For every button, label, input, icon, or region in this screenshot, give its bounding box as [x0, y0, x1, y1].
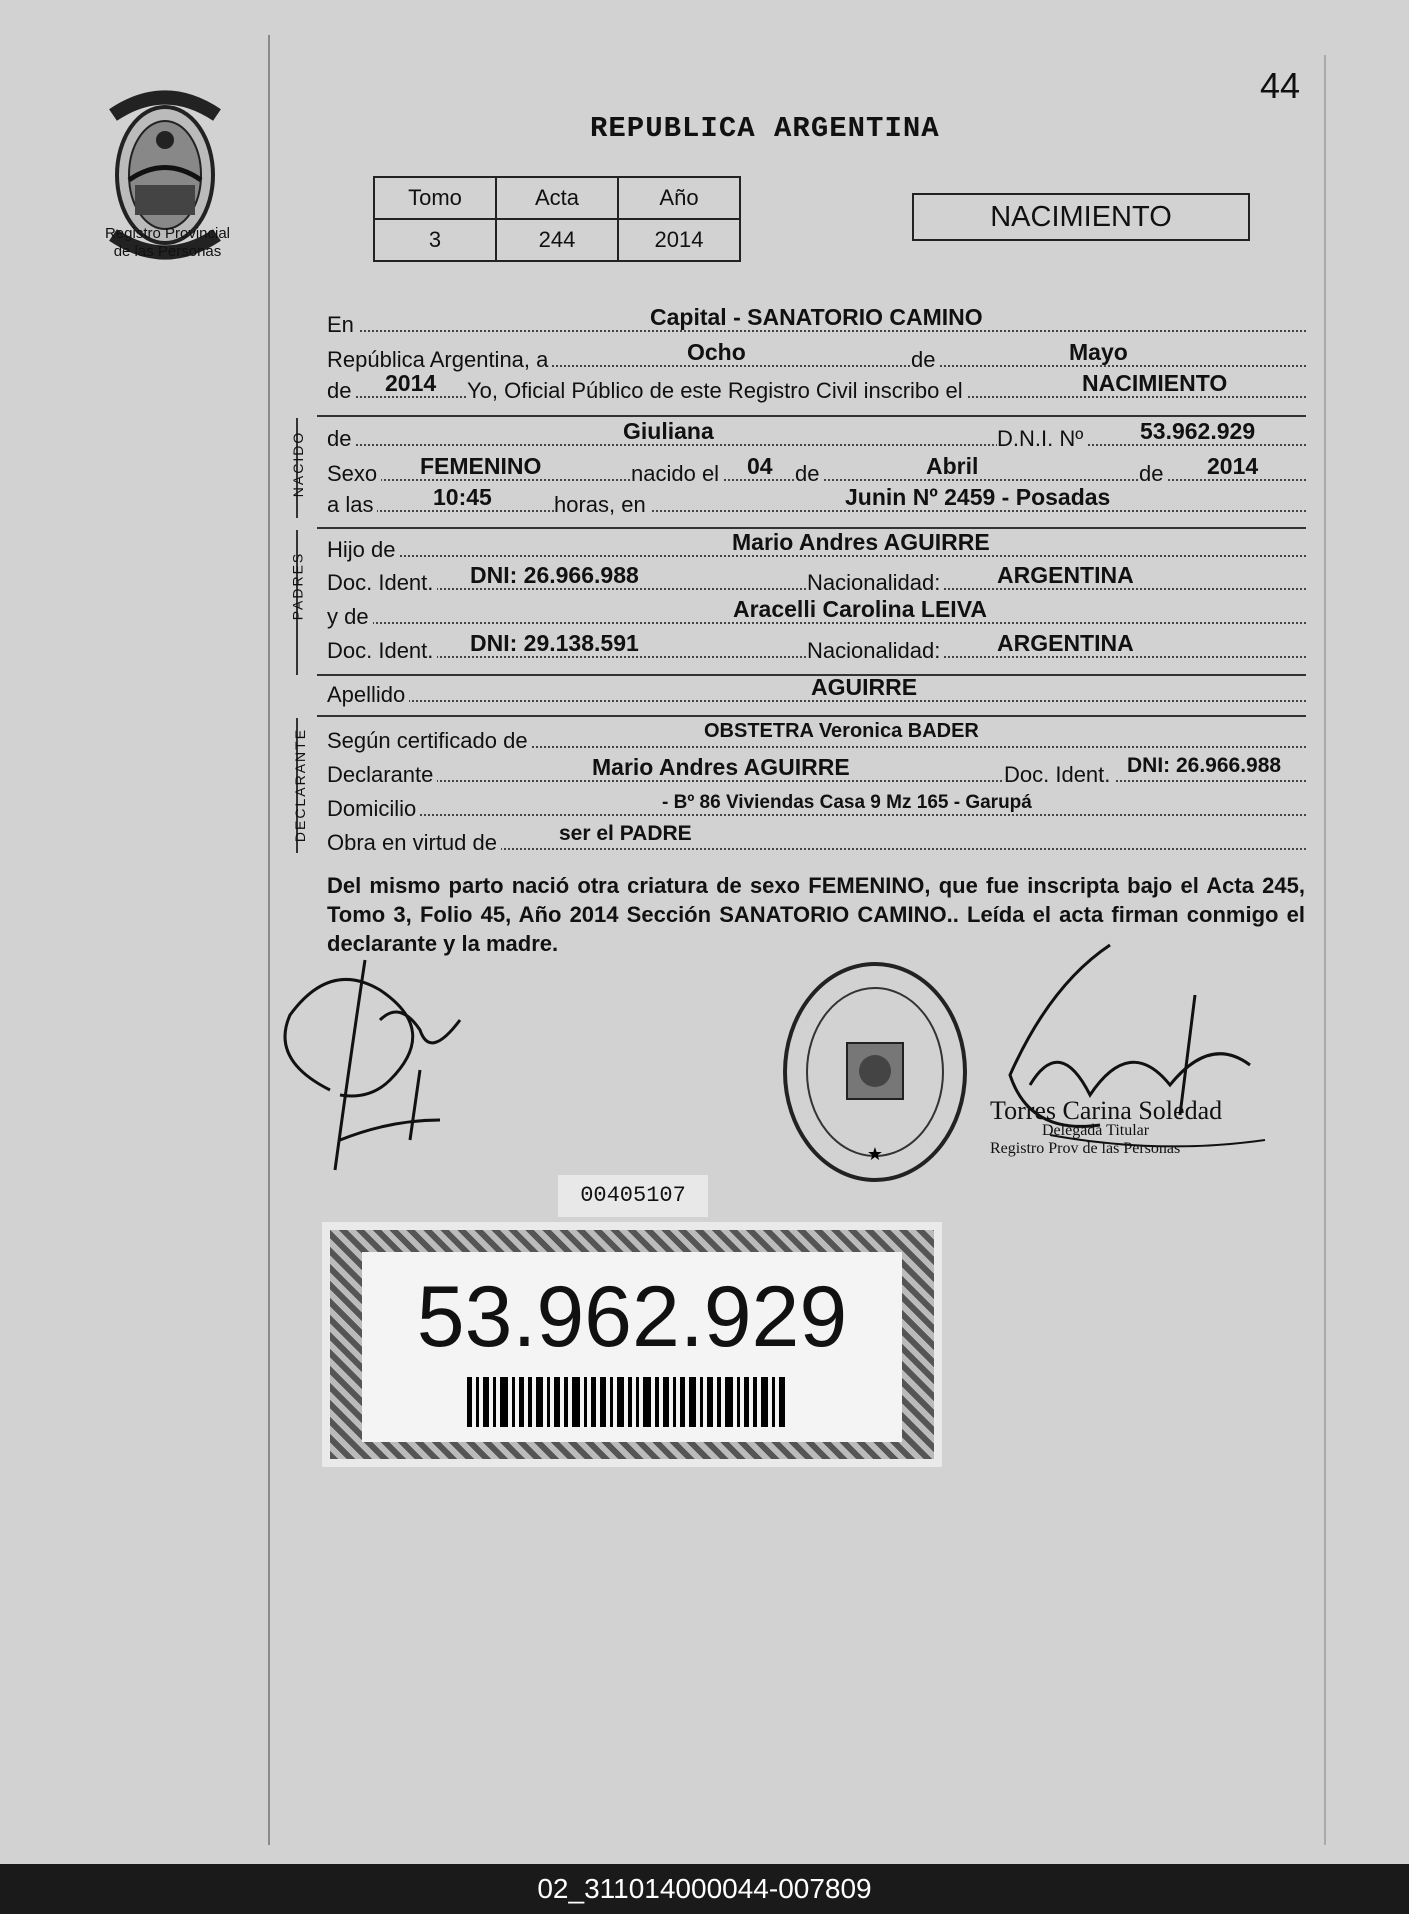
value-apellido: AGUIRRE — [811, 674, 918, 700]
registrar-name: Torres Carina Soledad — [990, 1096, 1223, 1125]
value-madre-nac: ARGENTINA — [997, 630, 1134, 656]
label-y-de: y de — [327, 604, 373, 630]
value-sexo: FEMENINO — [420, 453, 542, 479]
declarant-signature — [270, 940, 500, 1180]
label-de-anio: de — [1139, 461, 1167, 487]
value-padre-nac: ARGENTINA — [997, 562, 1134, 588]
value-nac-dia: 04 — [747, 453, 773, 479]
row-hora — [327, 486, 1306, 516]
value-dia: Ocho — [687, 339, 746, 365]
registry-label — [80, 225, 255, 261]
value-anio: 2014 — [385, 370, 437, 396]
separator — [317, 415, 1306, 417]
label-de: de — [911, 347, 939, 373]
registry-line1: Registro Provincial — [104, 225, 231, 242]
row-certificado — [327, 722, 1306, 752]
label-de2: de — [327, 378, 355, 404]
label-de-nombre: de — [327, 426, 355, 452]
row-apellido — [327, 676, 1306, 706]
row-madre — [327, 598, 1306, 628]
label-yo: Yo, Oficial Público de este Registro Civil inscribo el — [467, 378, 967, 404]
serial-label: 00405107 — [558, 1175, 708, 1217]
side-label-padres: PADRES — [289, 551, 306, 621]
row-sexo — [327, 455, 1306, 485]
value-tipo: NACIMIENTO — [1082, 370, 1228, 396]
birth-note-paragraph: Del mismo parto nació otra criatura de sexo FEMENINO, que fue inscripta bajo el Acta 245, Tomo 3, Folio 45, Año 2014 Sección SANATORIO CAMINO.. Leída el acta firman conmigo el declarante y la madre. — [327, 873, 1305, 956]
label-de-dia: de — [795, 461, 823, 487]
header-anio: Año — [618, 177, 740, 219]
record-table — [373, 176, 741, 262]
row-en — [327, 306, 1306, 336]
label-sexo: Sexo — [327, 461, 381, 487]
right-margin-line — [1324, 55, 1326, 1845]
label-republica: República Argentina, a — [327, 347, 552, 373]
value-padre: Mario Andres AGUIRRE — [732, 529, 990, 555]
barcode-icon — [467, 1377, 797, 1427]
side-label-nacido: NACIDO — [290, 430, 307, 498]
label-a-las: a las — [327, 492, 377, 518]
value-lugar-nac: Junin Nº 2459 - Posadas — [845, 484, 1111, 510]
label-apellido: Apellido — [327, 682, 409, 708]
row-declarante — [327, 756, 1306, 786]
label-horas-en: horas, en — [554, 492, 650, 518]
row-padre-doc — [327, 564, 1306, 594]
value-dni: 53.962.929 — [1140, 418, 1256, 444]
official-seal-stamp — [775, 955, 975, 1190]
value-anio: 2014 — [618, 219, 740, 261]
value-domicilio: - Bº 86 Viviendas Casa 9 Mz 165 - Garupá — [662, 792, 1032, 813]
label-nacido-el: nacido el — [631, 461, 723, 487]
label-nacionalidad-2: Nacionalidad: — [807, 638, 944, 664]
record-type-box: NACIMIENTO — [912, 193, 1250, 241]
label-doc-ident-1: Doc. Ident. — [327, 570, 437, 596]
value-tomo: 3 — [374, 219, 496, 261]
label-domicilio: Domicilio — [327, 796, 420, 822]
value-acta: 244 — [496, 219, 618, 261]
value-mes: Mayo — [1069, 339, 1128, 365]
label-segun: Según certificado de — [327, 728, 532, 754]
label-hijo-de: Hijo de — [327, 537, 399, 563]
label-doc-ident-2: Doc. Ident. — [327, 638, 437, 664]
label-nacionalidad-1: Nacionalidad: — [807, 570, 944, 596]
registrar-role: Delegada Titular — [1042, 1122, 1150, 1139]
row-obra — [327, 824, 1306, 854]
row-padre — [327, 531, 1306, 561]
label-en: En — [327, 312, 358, 338]
separator — [317, 715, 1306, 717]
value-madre: Aracelli Carolina LEIVA — [733, 596, 987, 622]
value-declarante: Mario Andres AGUIRRE — [592, 754, 850, 780]
value-nac-anio: 2014 — [1207, 453, 1259, 479]
value-nac-mes: Abril — [926, 453, 979, 479]
value-nombre: Giuliana — [623, 418, 714, 444]
row-nombre — [327, 420, 1306, 450]
page-number: 44 — [1260, 65, 1301, 106]
value-declarante-doc: DNI: 26.966.988 — [1127, 754, 1282, 777]
registrar-office: Registro Prov de las Personas — [990, 1140, 1181, 1157]
row-anio — [327, 372, 1306, 402]
label-doc-ident-3: Doc. Ident. — [1004, 762, 1114, 788]
row-domicilio — [327, 790, 1306, 820]
country-title: REPUBLICA ARGENTINA — [590, 112, 940, 145]
svg-text:★: ★ — [866, 1144, 884, 1165]
label-declarante: Declarante — [327, 762, 437, 788]
label-dni: D.N.I. Nº — [997, 426, 1087, 452]
row-republica — [327, 341, 1306, 371]
row-madre-doc — [327, 632, 1306, 662]
side-label-declarante: DECLARANTE — [292, 727, 309, 843]
dni-number: 53.962.929 — [416, 1269, 848, 1365]
registry-line2: de las Personas — [113, 243, 222, 260]
value-hora: 10:45 — [433, 484, 492, 510]
header-tomo: Tomo — [374, 177, 496, 219]
dni-barcode-sticker — [322, 1222, 942, 1467]
file-identifier: 02_311014000044-007809 — [537, 1873, 872, 1904]
value-certificado: OBSTETRA Veronica BADER — [704, 720, 979, 742]
value-lugar: Capital - SANATORIO CAMINO — [650, 304, 983, 330]
value-padre-doc: DNI: 26.966.988 — [470, 562, 639, 588]
value-obra: ser el PADRE — [559, 822, 692, 845]
value-madre-doc: DNI: 29.138.591 — [470, 630, 639, 656]
header-acta: Acta — [496, 177, 618, 219]
label-obra: Obra en virtud de — [327, 830, 501, 856]
